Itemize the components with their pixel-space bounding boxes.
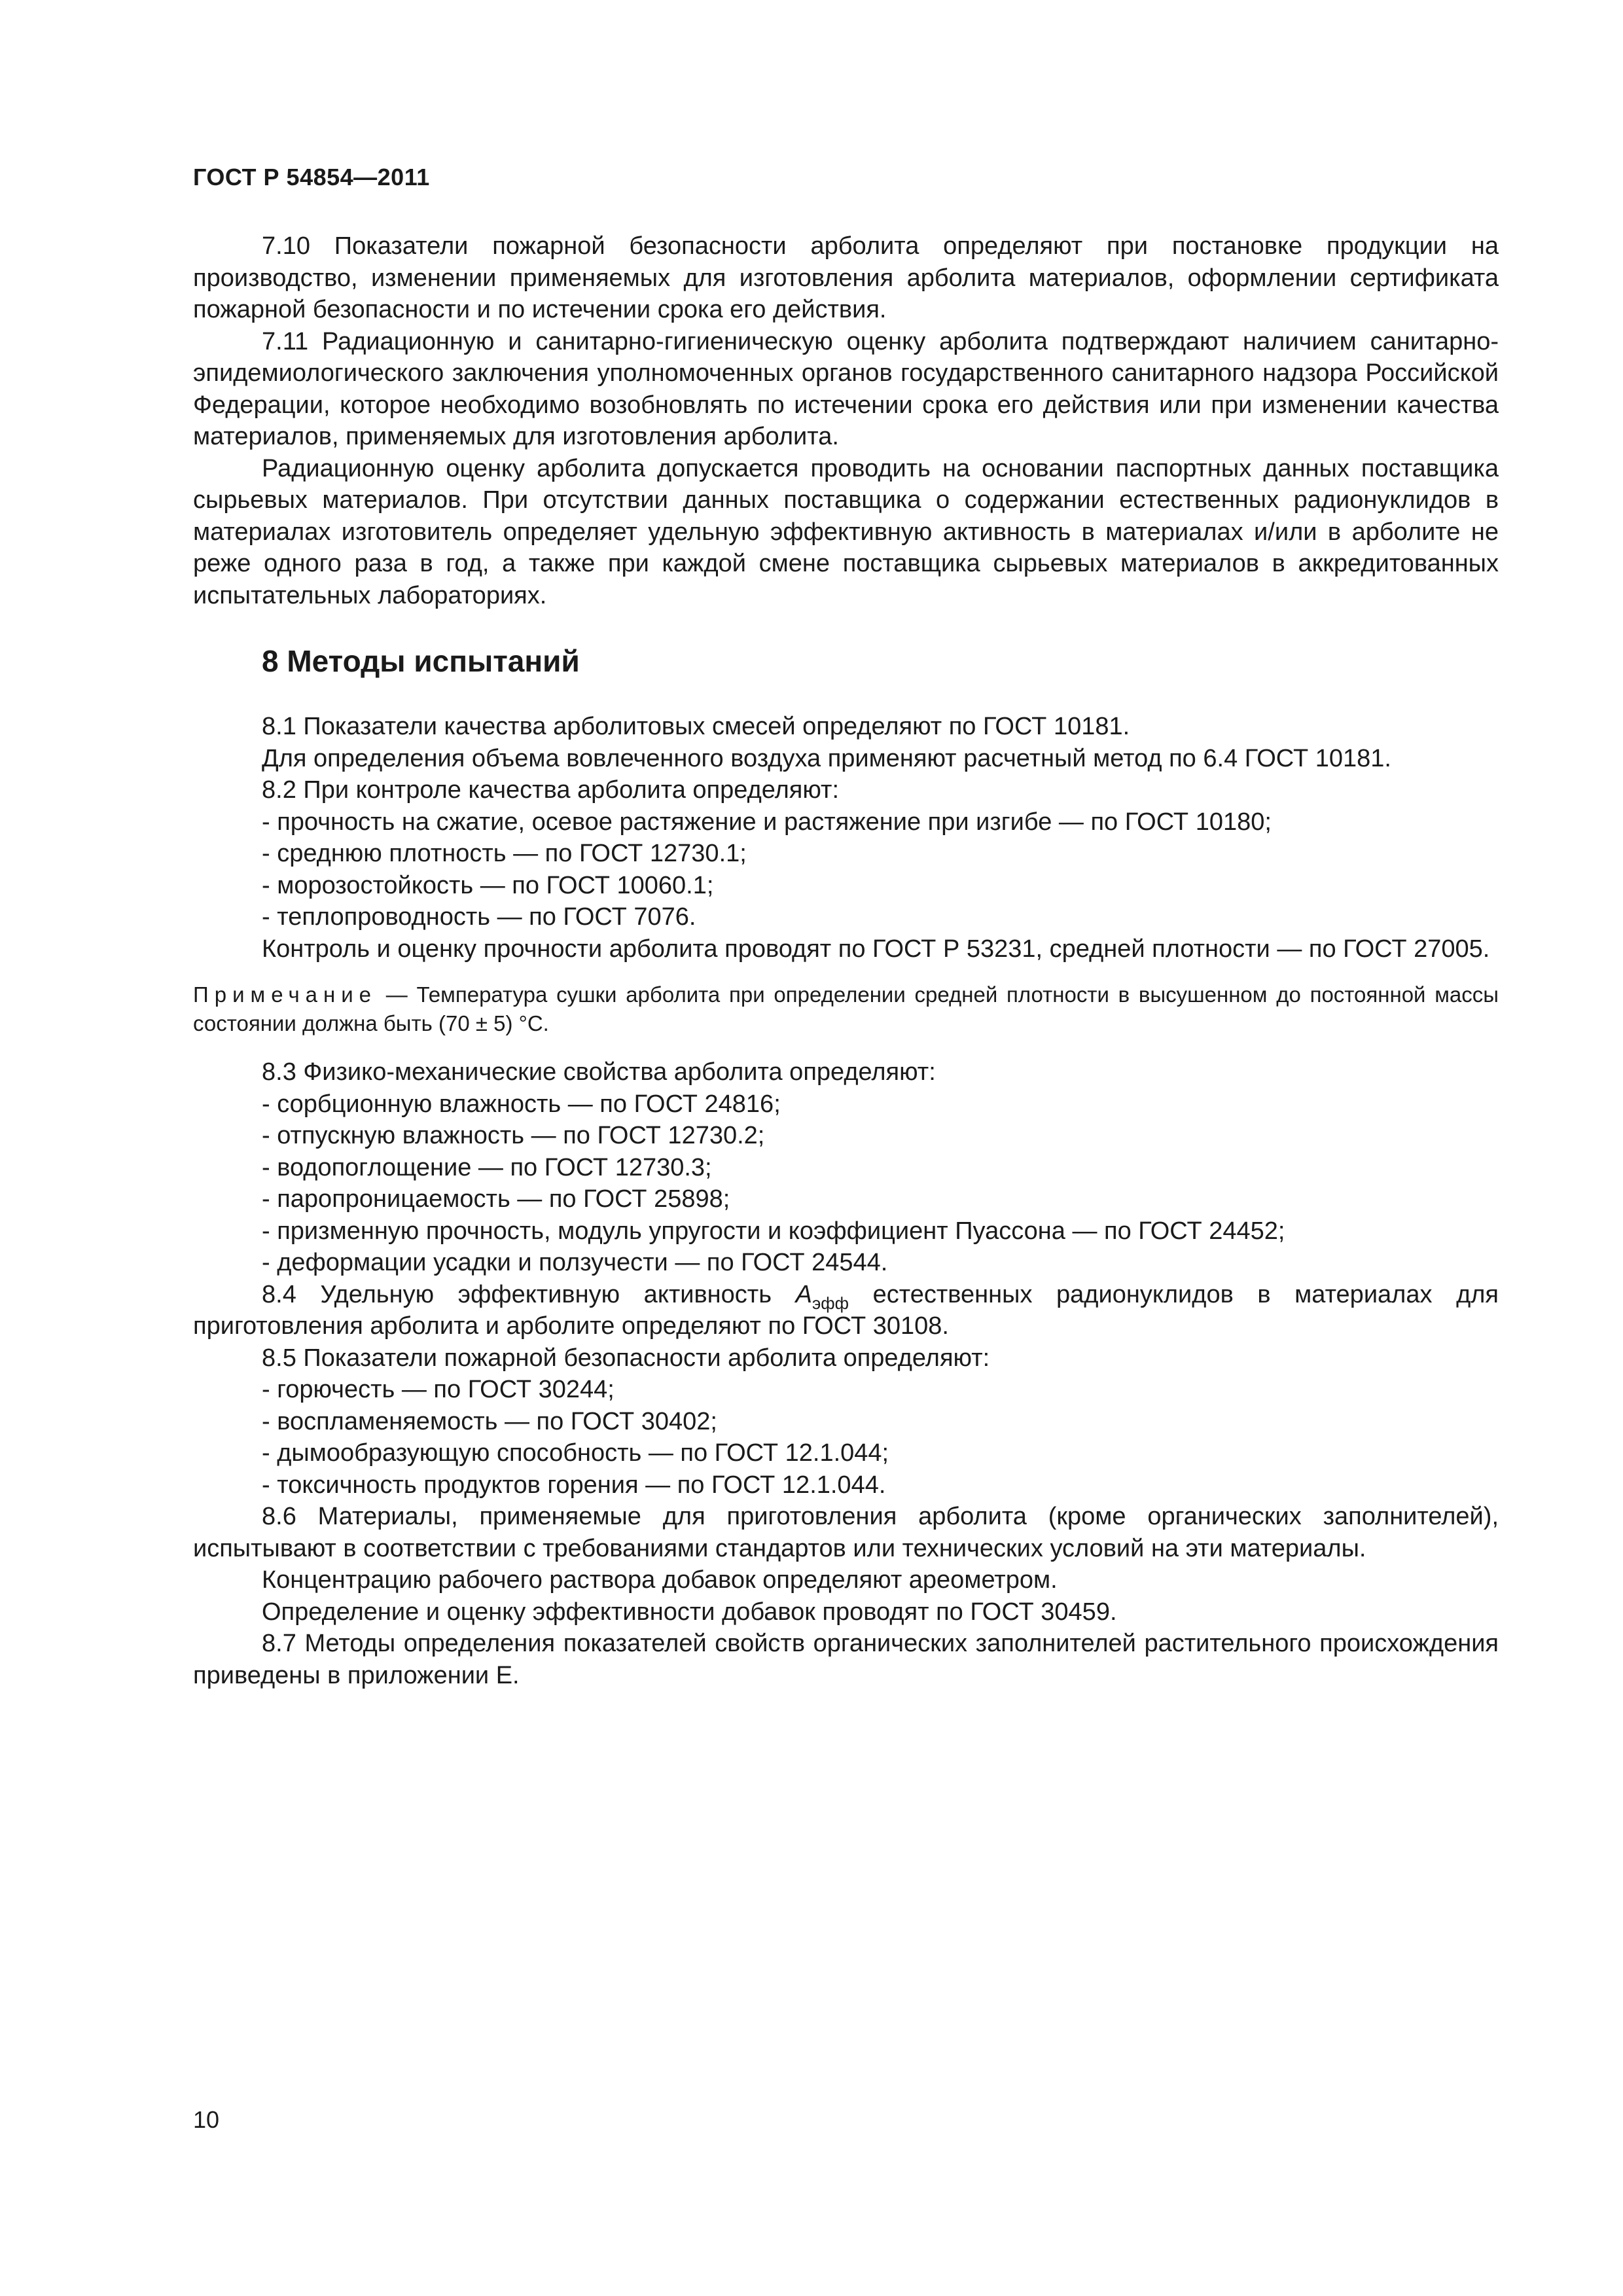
activity-symbol: A [795, 1280, 812, 1308]
paragraph-8-4-rest: естественных радионуклидов в материалах для приготовления арболита и арболите определяют по ГОСТ 30108. [193, 1280, 1499, 1340]
list-item: - сорбционную влажность — по ГОСТ 24816; [262, 1090, 781, 1118]
note [193, 980, 1499, 1038]
paragraph-8-2: 8.2 При контроле качества арболита определяют: [262, 776, 839, 804]
note-label: Примечание [193, 982, 378, 1007]
list-item: - морозостойкость — по ГОСТ 10060.1; [262, 871, 714, 899]
paragraph-8-1: 8.1 Показатели качества арболитовых смесей определяют по ГОСТ 10181. [262, 713, 1130, 740]
paragraph-8-5: 8.5 Показатели пожарной безопасности арболита определяют: [262, 1344, 990, 1372]
list-item: - токсичность продуктов горения — по ГОСТ 12.1.044. [262, 1471, 886, 1499]
list-item: - прочность на сжатие, осевое растяжение и растяжение при изгибе — по ГОСТ 10180; [262, 808, 1272, 836]
paragraph-8-6-additives: Определение и оценку эффективности добавок проводят по ГОСТ 30459. [262, 1598, 1117, 1626]
list-item: - горючесть — по ГОСТ 30244; [262, 1376, 615, 1403]
paragraph-8-3: 8.3 Физико-механические свойства арболита определяют: [262, 1058, 936, 1086]
paragraph-8-4-lead: 8.4 Удельную эффективную активность [262, 1280, 796, 1308]
list-item: - отпускную влажность — по ГОСТ 12730.2; [262, 1122, 765, 1149]
list-item: - дымообразующую способность — по ГОСТ 12.1.044; [262, 1439, 889, 1467]
page-content [193, 230, 1499, 1691]
list-item: - деформации усадки и ползучести — по ГОСТ 24544. [262, 1249, 888, 1276]
paragraph-radiation-assessment: Радиационную оценку арболита допускается проводить на основании паспортных данных поставщика сырьевых материалов. При отсутствии данных поставщика о содержании естественных радионуклидов в материалах изготовитель определяет удельную эффективную активность в материалах и/или в арболите не реже одного раза в год, а также при каждой смене поставщика сырьевых материалов в аккредитованных испытательных лабораториях. [193, 454, 1499, 609]
paragraph-8-2-control: Контроль и оценку прочности арболита проводят по ГОСТ Р 53231, средней плотности — по ГОСТ 27005. [262, 935, 1490, 963]
note-text: — Температура сушки арболита при определении средней плотности в высушенном до постоянной массы состоянии должна быть (70 ± 5) °С. [193, 982, 1499, 1035]
page-number: 10 [193, 2106, 220, 2133]
paragraph-7-10: 7.10 Показатели пожарной безопасности арболита определяют при постановке продукции на производство, изменении применяемых для изготовления арболита материалов, оформлении сертификата пожарной безопасности и по истечении срока его действия. [193, 232, 1499, 323]
list-item: - воспламеняемость — по ГОСТ 30402; [262, 1407, 717, 1435]
paragraph-7-11: 7.11 Радиационную и санитарно-гигиеническую оценку арболита подтверждают наличием санитарно-эпидемиологического заключения уполномоченных органов государственного санитарного надзора Российской Федерации, которое необходимо возобновлять по истечении срока его действия или при изменении качества материалов, применяемых для изготовления арболита. [193, 327, 1499, 450]
list-item: - паропроницаемость — по ГОСТ 25898; [262, 1185, 730, 1213]
section-8-title: 8 Методы испытаний [262, 644, 580, 678]
list-item: - водопоглощение — по ГОСТ 12730.3; [262, 1153, 712, 1181]
list-item: - среднюю плотность — по ГОСТ 12730.1; [262, 840, 747, 867]
document-id-header: ГОСТ Р 54854—2011 [193, 164, 430, 190]
paragraph-8-7: 8.7 Методы определения показателей свойств органических заполнителей растительного происхождения приведены в приложении Е. [193, 1630, 1499, 1689]
paragraph-8-1-air: Для определения объема вовлеченного воздуха применяют расчетный метод по 6.4 ГОСТ 10181. [262, 744, 1391, 772]
paragraph-8-6: 8.6 Материалы, применяемые для приготовления арболита (кроме органических заполнителей), испытывают в соответствии с требованиями стандартов или технических условий на эти материалы. [193, 1503, 1499, 1562]
paragraph-8-4 [193, 1279, 1499, 1342]
list-item: - теплопроводность — по ГОСТ 7076. [262, 903, 696, 931]
list-item: - призменную прочность, модуль упругости и коэффициент Пуассона — по ГОСТ 24452; [262, 1217, 1285, 1245]
paragraph-8-6-concentration: Концентрацию рабочего раствора добавок определяют ареометром. [262, 1566, 1058, 1594]
activity-subscript: эфф [812, 1293, 849, 1313]
